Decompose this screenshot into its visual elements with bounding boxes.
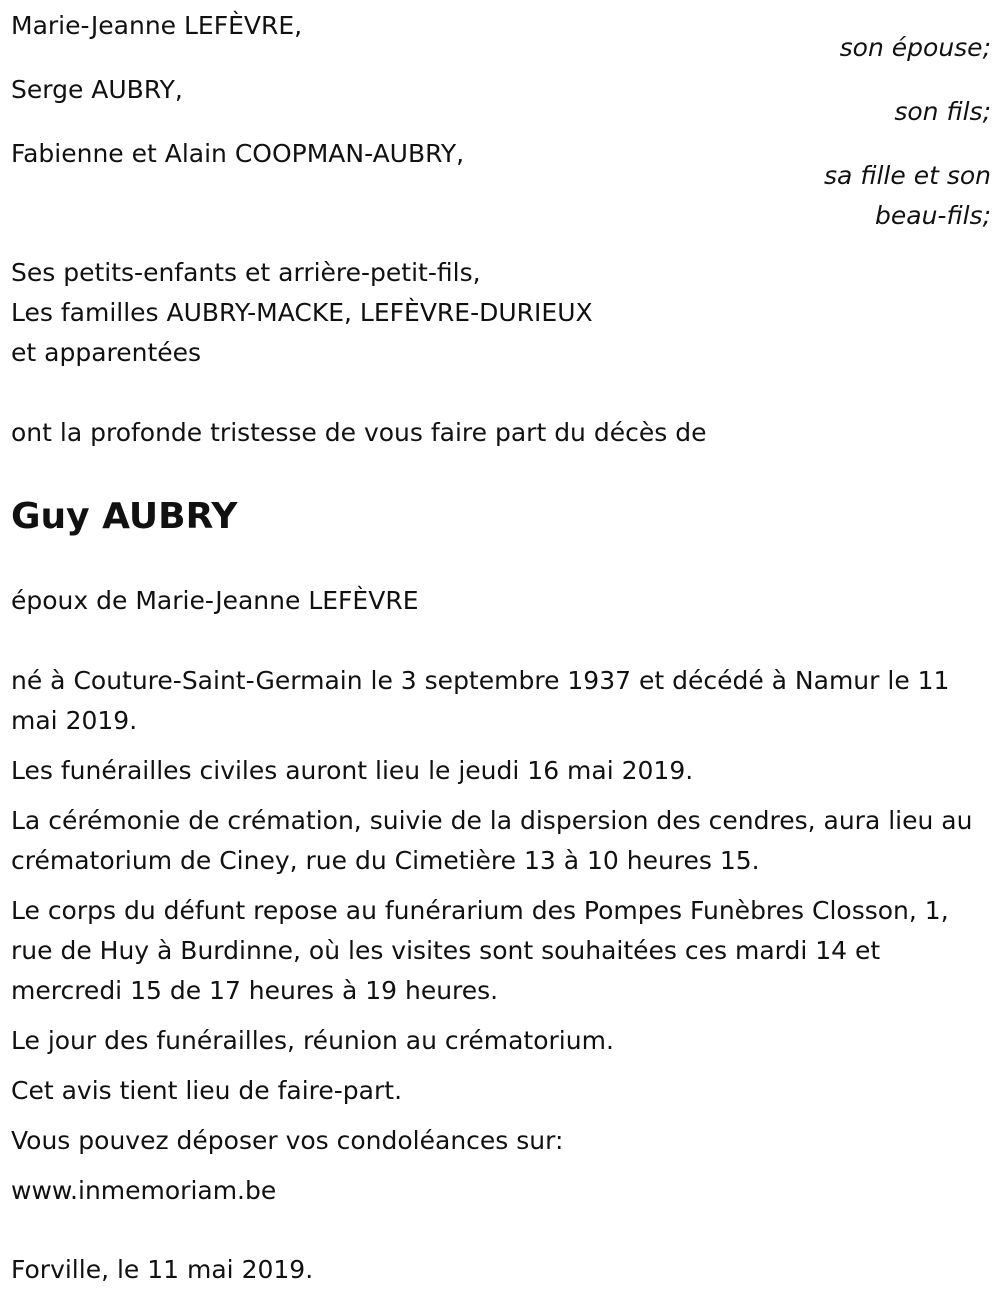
grandchildren-line: Ses petits-enfants et arrière-petit-fils,	[11, 258, 481, 287]
daughter-name: Fabienne et Alain COOPMAN-AUBRY,	[11, 139, 465, 168]
visitation-text: Le corps du défunt repose au funérarium des Pompes Funèbres Closson, 1, rue de Huy à Burdinne, où les visites sont souhaitées ces mardi 14 et mercredi 15 de 17 heures à 19 heures.	[11, 896, 949, 1005]
son-name: Serge AUBRY,	[11, 75, 183, 104]
families-line: Les familles AUBRY-MACKE, LEFÈVRE-DURIEUX	[11, 298, 593, 327]
spouse-relation: son épouse;	[839, 33, 991, 62]
reunion-text: Le jour des funérailles, réunion au crématorium.	[11, 1026, 614, 1055]
place-date: Forville, le 11 mai 2019.	[11, 1255, 314, 1284]
son-relation: son fils;	[894, 97, 991, 126]
birth-death-text: né à Couture-Saint-Germain le 3 septembre 1937 et décédé à Namur le 11 mai 2019.	[11, 666, 950, 735]
spouse-name: Marie-Jeanne LEFÈVRE,	[11, 11, 303, 40]
extended-family	[11, 253, 991, 373]
daughter-relation-line2: beau-fils;	[875, 201, 991, 230]
condolences-intro: Vous pouvez déposer vos condoléances sur:	[11, 1126, 564, 1155]
daughter-entry	[11, 134, 991, 236]
announcement-text: ont la profonde tristesse de vous faire part du décès de	[11, 418, 707, 447]
deceased-spouse-of: époux de Marie-Jeanne LEFÈVRE	[11, 586, 419, 615]
son-entry	[11, 70, 991, 132]
cremation-text: La cérémonie de crémation, suivie de la dispersion des cendres, aura lieu au crématorium de Ciney, rue du Cimetière 13 à 10 heures 15.	[11, 806, 973, 875]
website-link[interactable]: www.inmemoriam.be	[11, 1176, 277, 1205]
deceased-name: Guy AUBRY	[11, 496, 238, 537]
notice-text: Cet avis tient lieu de faire-part.	[11, 1076, 403, 1105]
related-line: et apparentées	[11, 338, 202, 367]
obituary-notice	[11, 6, 991, 1290]
funeral-text: Les funérailles civiles auront lieu le jeudi 16 mai 2019.	[11, 756, 694, 785]
spouse-entry	[11, 6, 991, 68]
daughter-relation-line1: sa fille et son	[824, 161, 991, 190]
